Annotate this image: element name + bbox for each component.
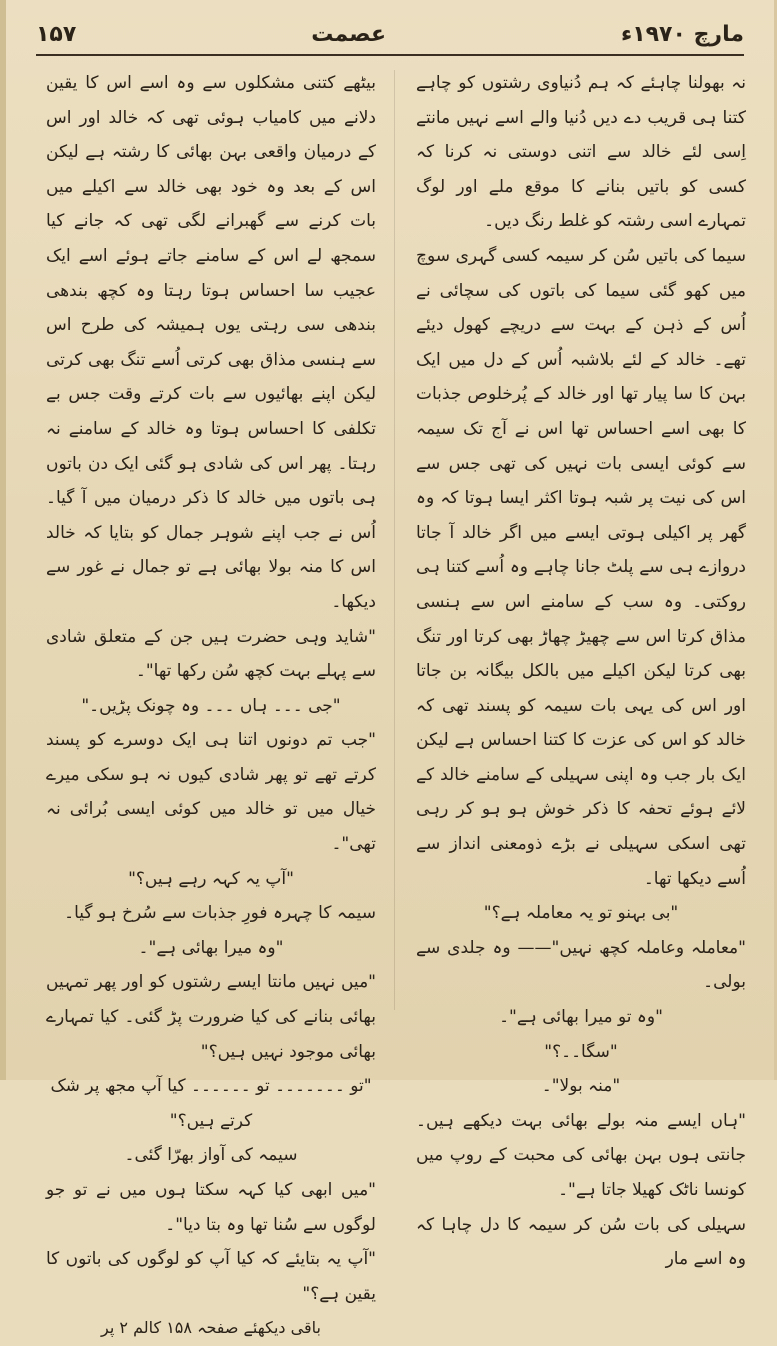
dialogue-line: "تو ۔۔۔۔۔۔۔ تو ۔۔۔۔۔۔ کیا آپ مجھ پر شک کرتے ہیں؟" — [50, 1076, 372, 1131]
dialogue-line: "جب تم دونوں اتنا ہی ایک دوسرے کو پسند کرتے تھے تو پھر شادی کیوں نہ ہو سکی میرے خیال میں تو خالد میں کوئی ایسی بُرائی نہ تھی"۔ — [46, 730, 376, 855]
dialogue-line: "وہ میرا بھائی ہے"۔ — [138, 937, 284, 958]
left-column — [46, 66, 376, 1338]
paragraph: سیما کی باتیں سُن کر سیمہ کسی گہری سوچ میں کھو گئی سیما کی باتوں کی سچائی نے اُس کے ذہن کے بہت سے دریچے کھول دیئے تھے۔ خالد کے لئے بلاشبہ اُس کے دل میں ایک بہن کا سا پیار تھا اور خالد کے پُرخلوص جذبات کا بھی اسے احساس تھا اس نے آج تک سیمہ سے کوئی ایسی بات نہیں کی تھی جس سے اس کی نیت پر شبہ ہوتا اکثر ایسا ہوتا کہ وہ گھر پر اکیلی ہوتی ایسے میں اگر خالد آ جاتا دروازے ہی سے پلٹ جانا چاہے وہ اُسے کتنا ہی روکتی۔ وہ سب کے سامنے اس سے ہنسی مذاق کرتا اس سے چھیڑ چھاڑ بھی کرتا اور تنگ بھی کرتا لیکن اکیلے میں بالکل بیگانہ بن جاتا اور اس کی یہی بات سیمہ کو پسند تھی کہ خالد کو اس کی عزت کا کتنا احساس ہے لیکن ایک بار جب وہ اپنی سہیلی کے سامنے خالد کے لائے ہوئے تحفہ کا ذکر خوش ہو ہو کر رہی تھی اسکی سہیلی نے بڑے ذومعنی انداز سے اُسے دیکھا تھا۔ — [416, 245, 746, 889]
right-column — [416, 66, 746, 1270]
continuation-note: باقی دیکھئے صفحہ ۱۵۸ کالم ۲ پر — [101, 1318, 321, 1338]
dialogue-line: "شاید وہی حضرت ہیں جن کے متعلق شادی سے پہلے بہت کچھ سُن رکھا تھا"۔ — [46, 626, 376, 682]
dialogue-line: "آپ یہ بتایئے کہ کیا آپ کو لوگوں کی باتوں کا یقین ہے؟" — [46, 1249, 376, 1304]
page-header — [36, 14, 744, 56]
dialogue-line: "منہ بولا"۔ — [541, 1076, 621, 1097]
dialogue-line: "بی بہنو تو یہ معاملہ ہے؟" — [483, 903, 679, 924]
dialogue-line: "وہ تو میرا بھائی ہے"۔ — [499, 1007, 663, 1028]
paragraph: نہ بھولنا چاہئے کہ ہم دُنیاوی رشتوں کو چاہے کتنا ہی قریب دے دیں دُنیا والے اسے نہیں مانتے اِسی لئے خالد سے اتنی دوستی نہ کرنا کہ کسی کو باتیں بنانے کا موقع ملے اور لوگ تمہارے اسی رشتہ کو غلط رنگ دیں۔ — [416, 73, 746, 232]
paragraph: "ہاں ایسے منہ بولے بھائی بہت دیکھے ہیں۔ جانتی ہوں بہن بھائی کی محبت کے روپ میں کونسا ناٹک کھیلا جاتا ہے"۔ — [416, 1110, 746, 1200]
issue-date: مارچ ۱۹۷۰ء — [620, 21, 744, 47]
dialogue-line: "میں ابھی کیا کہہ سکتا ہوں میں نے تو جو لوگوں سے سُنا تھا وہ بتا دیا"۔ — [46, 1180, 376, 1235]
magazine-title: عصمت — [311, 21, 386, 47]
dialogue-line: "آپ یہ کہہ رہے ہیں؟" — [128, 868, 294, 889]
paragraph: سہیلی کی بات سُن کر سیمہ کا دل چاہا کہ وہ اسے مار — [416, 1214, 746, 1270]
column-divider — [394, 70, 395, 1010]
dialogue-line: "سگا۔۔؟" — [544, 1041, 618, 1062]
paragraph: بیٹھے کتنی مشکلوں سے وہ اسے اس کا یقین دلانے میں کامیاب ہوئی تھی کہ خالد اور اس کے درمیان واقعی بہن بھائی کا رشتہ ہے لیکن اس کے بعد وہ خود بھی خالد سے اکیلے میں بات کرنے سے گھبرانے لگی تھی کہ جانے کیا سمجھ لے اس کے سامنے جاتے ہوئے اسے ایک عجیب سا احساس ہوتا رہتا وہ کچھ بندھی بندھی سی رہتی یوں ہمیشہ کی طرح اس سے ہنسی مذاق بھی کرتی اُسے تنگ بھی کرتی لیکن اپنے بھائیوں سے بات کرتے وقت جس بے تکلفی کا احساس ہوتا وہ خالد کے سامنے نہ رہتا۔ پھر اس کی شادی ہو گئی ایک دن باتوں ہی باتوں میں خالد کا ذکر درمیان میں آ گیا۔ اُس نے جب اپنے شوہر جمال کو بتایا کہ خالد اس کا منہ بولا بھائی ہے تو جمال نے غور سے دیکھا۔ — [46, 73, 376, 612]
dialogue-line: "معاملہ وعاملہ کچھ نہیں"—— وہ جلدی سے بولی۔ — [416, 937, 746, 993]
dialogue-line: "میں نہیں مانتا ایسے رشتوں کو اور پھر تمہیں بھائی بنانے کی کیا ضرورت پڑ گئی۔ کیا تمہارے بھائی موجود نہیں ہیں؟" — [46, 972, 376, 1062]
paragraph: سیمہ کی آواز بھرّا گئی۔ — [124, 1145, 298, 1166]
paragraph: سیمہ کا چہرہ فورِ جذبات سے سُرخ ہو گیا۔ — [64, 903, 376, 924]
page-number: ۱۵۷ — [36, 21, 77, 47]
dialogue-line: "جی ۔۔۔ ہاں ۔۔۔ وہ چونک پڑیں۔" — [81, 695, 341, 716]
